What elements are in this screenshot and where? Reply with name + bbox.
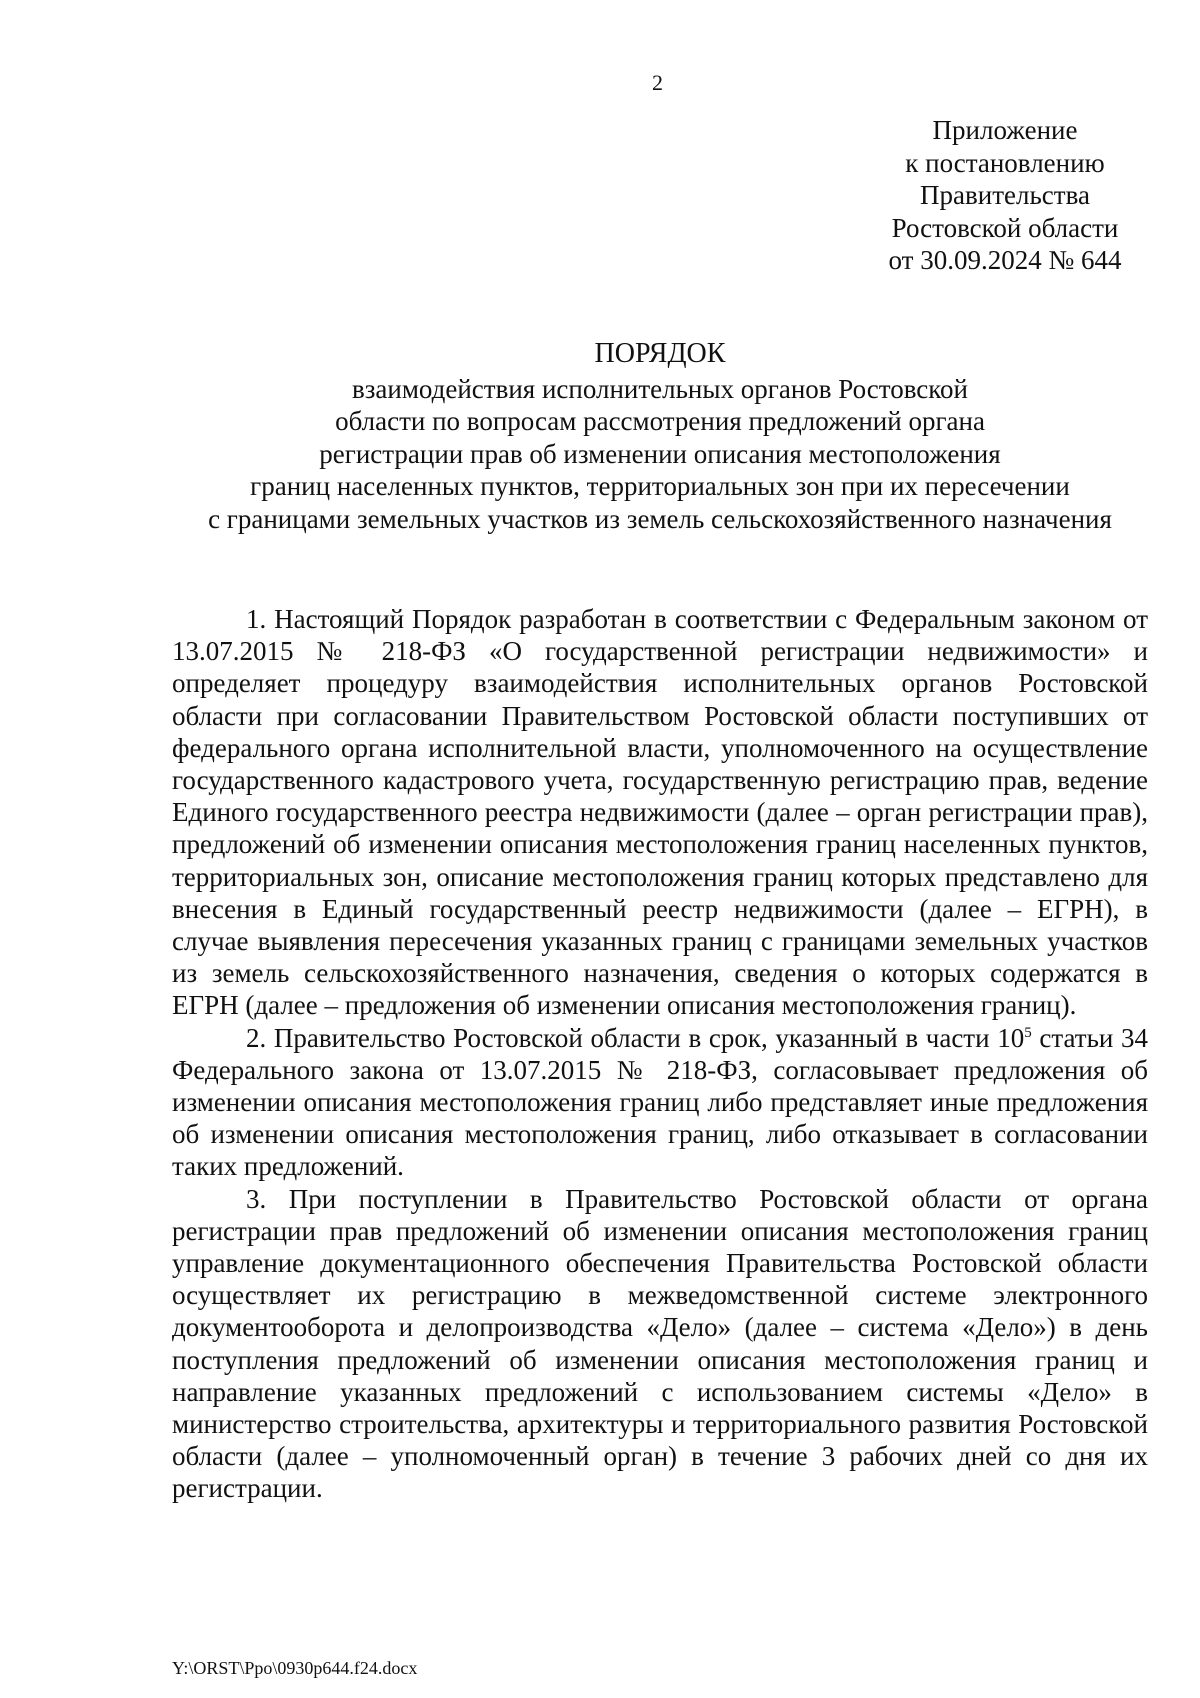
document-heading: ПОРЯДОК: [594, 338, 726, 369]
title-line: с границами земельных участков из земель сельскохозяйственного назначения: [208, 503, 1112, 534]
appendix-line: Правительства: [920, 180, 1090, 210]
title-line: области по вопросам рассмотрения предложений органа: [335, 406, 985, 436]
paragraph-3: 3. При поступлении в Правительство Ростовской области от органа регистрации прав предложений об изменении описания местоположения границ управление документационного обеспечения Правительства Ростовской области осуществляет их регистрацию в межведомственной системе электронного документооборота и делопроизводства «Дело» (далее – система «Дело») в день поступления предложений об изменении описания местоположения границ и направление указанных предложений с использованием системы «Дело» в министерство строительства, архитектуры и территориального развития Ростовской области (далее – уполномоченный орган) в течение 3 рабочих дней со дня их регистрации.: [172, 1183, 1148, 1504]
footer-file-path: Y:\ORST\Ppo\0930p644.f24.docx: [172, 1658, 418, 1678]
title-line: границ населенных пунктов, территориальных зон при их пересечении: [250, 471, 1070, 501]
page-number: 2: [652, 70, 663, 95]
appendix-line: к постановлению: [905, 147, 1105, 178]
paragraph-2: [172, 1022, 1148, 1183]
paragraph-2-end: статьи 34 Федерального закона от 13.07.2015 № 218-ФЗ, согласовывает предложения об изменении описания местоположения границ либо представляет иные предложения об изменении описания местоположения границ, либо отказывает в согласовании таких предложений.: [172, 1022, 1148, 1182]
paragraph-2-superscript: 5: [1024, 1024, 1032, 1041]
paragraph-1: 1. Настоящий Порядок разработан в соответствии с Федеральным законом от 13.07.2015 № 218-ФЗ «О государственной регистрации недвижимости» и определяет процедуру взаимодействия исполнительных органов Ростовской области при согласовании Правительством Ростовской области поступивших от федерального органа исполнительной власти, уполномоченного на осуществление государственного кадастрового учета, государственную регистрацию прав, ведение Единого государственного реестра недвижимости (далее – орган регистрации прав), предложений об изменении описания местоположения границ населенных пунктов, территориальных зон, описание местоположения границ которых представлено для внесения в Единый государственный реестр недвижимости (далее – ЕГРН), в случае выявления пересечения указанных границ с границами земельных участков из земель сельскохозяйственного назначения, сведения о которых содержатся в ЕГРН (далее – предложения об изменении описания местоположения границ).: [172, 604, 1148, 1021]
appendix-line: от 30.09.2024 № 644: [888, 245, 1122, 275]
appendix-line: Ростовской области: [891, 212, 1119, 243]
paragraph-2-start: 2. Правительство Ростовской области в срок, указанный в части 10: [246, 1022, 1025, 1053]
appendix-block: [835, 114, 1175, 277]
document-title-block: [150, 338, 1170, 535]
appendix-line: Приложение: [932, 115, 1078, 145]
document-body: [172, 603, 1148, 1505]
title-line: взаимодействия исполнительных органов Ростовской: [351, 373, 968, 404]
title-line: регистрации прав об изменении описания местоположения: [319, 438, 1001, 469]
